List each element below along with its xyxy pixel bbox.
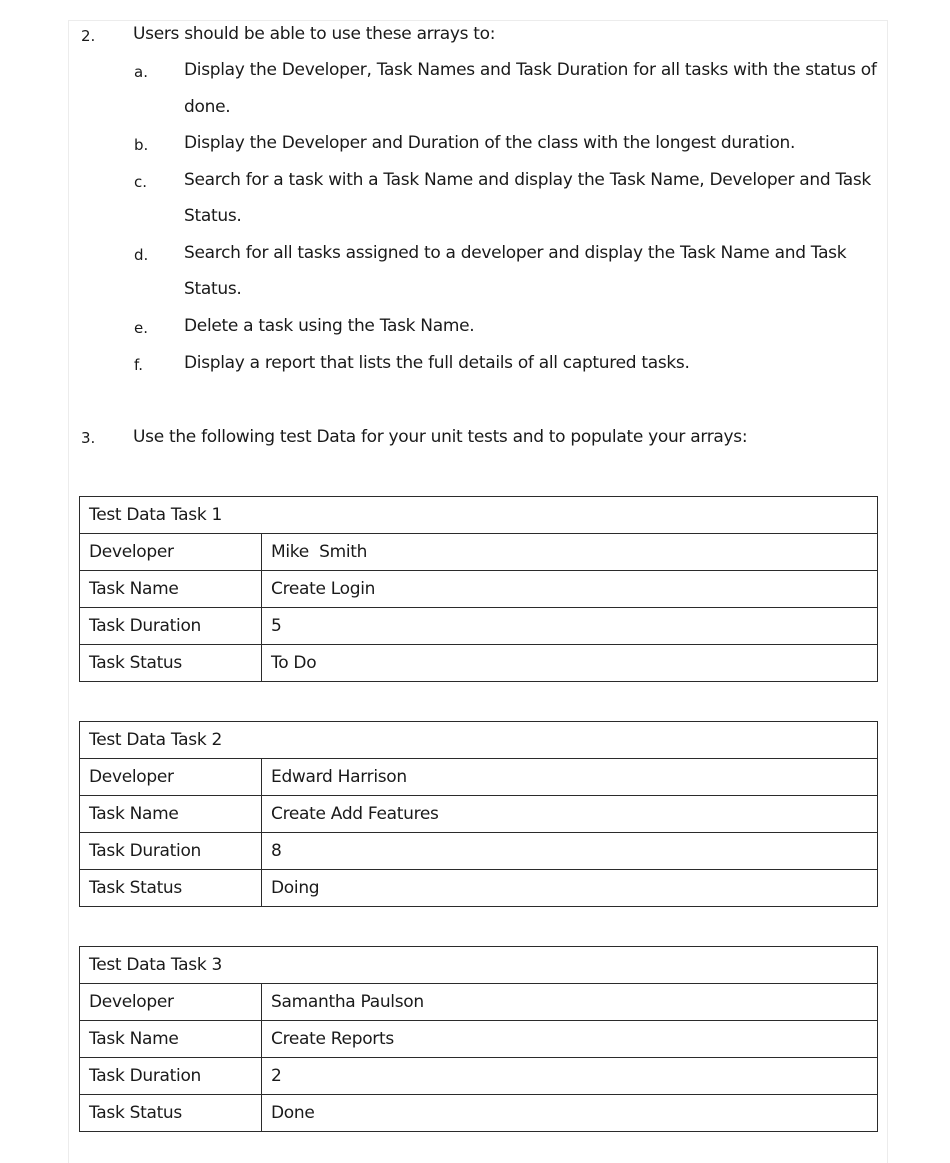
section-3-intro: Use the following test Data for your unit tests and to populate your arrays:: [133, 427, 748, 447]
list-letter-b: b.: [134, 136, 149, 154]
row-value: Done: [262, 1095, 878, 1132]
list-item-e-line-1: Delete a task using the Task Name.: [184, 316, 475, 336]
row-label: Task Name: [80, 796, 262, 833]
row-value: 5: [262, 608, 878, 645]
table-row: [80, 759, 878, 796]
list-item-d-line-2: Status.: [184, 279, 242, 299]
row-label: Task Status: [80, 645, 262, 682]
section-2-number: 2.: [81, 27, 96, 45]
list-item-f-line-1: Display a report that lists the full details of all captured tasks.: [184, 353, 690, 373]
list-letter-c: c.: [134, 173, 148, 191]
table-row: [80, 1021, 878, 1058]
row-label: Developer: [80, 759, 262, 796]
row-value: Mike Smith: [262, 534, 878, 571]
list-letter-e: e.: [134, 319, 148, 337]
list-item-d-line-1: Search for all tasks assigned to a developer and display the Task Name and Task: [184, 243, 847, 263]
table-title: Test Data Task 1: [80, 497, 878, 534]
table-row: [80, 571, 878, 608]
row-value: 8: [262, 833, 878, 870]
section-2-intro: Users should be able to use these arrays to:: [133, 24, 496, 44]
list-letter-f: f.: [134, 356, 143, 374]
table-title: Test Data Task 3: [80, 947, 878, 984]
list-letter-a: a.: [134, 63, 148, 81]
list-item-c-line-2: Status.: [184, 206, 242, 226]
row-value: To Do: [262, 645, 878, 682]
list-item-b-line-1: Display the Developer and Duration of the class with the longest duration.: [184, 133, 796, 153]
table-row: [80, 833, 878, 870]
row-label: Developer: [80, 534, 262, 571]
list-letter-d: d.: [134, 246, 149, 264]
list-item-c-line-1: Search for a task with a Task Name and display the Task Name, Developer and Task: [184, 170, 871, 190]
row-value: 2: [262, 1058, 878, 1095]
row-value: Create Add Features: [262, 796, 878, 833]
table-row: [80, 796, 878, 833]
row-value: Doing: [262, 870, 878, 907]
row-value: Create Login: [262, 571, 878, 608]
table-row: [80, 984, 878, 1021]
row-value: Edward Harrison: [262, 759, 878, 796]
row-label: Task Name: [80, 571, 262, 608]
table-row: [80, 1095, 878, 1132]
test-data-table-2: [79, 721, 878, 907]
row-value: Samantha Paulson: [262, 984, 878, 1021]
table-row: [80, 870, 878, 907]
row-label: Task Duration: [80, 608, 262, 645]
table-row: [80, 608, 878, 645]
test-data-table-1: [79, 496, 878, 682]
table-row: [80, 1058, 878, 1095]
table-row: [80, 645, 878, 682]
test-data-table-3: [79, 946, 878, 1132]
row-label: Developer: [80, 984, 262, 1021]
row-label: Task Name: [80, 1021, 262, 1058]
section-3-number: 3.: [81, 429, 96, 447]
list-item-a-line-2: done.: [184, 97, 231, 117]
row-label: Task Duration: [80, 833, 262, 870]
table-row: [80, 534, 878, 571]
row-value: Create Reports: [262, 1021, 878, 1058]
row-label: Task Duration: [80, 1058, 262, 1095]
row-label: Task Status: [80, 1095, 262, 1132]
row-label: Task Status: [80, 870, 262, 907]
list-item-a-line-1: Display the Developer, Task Names and Task Duration for all tasks with the status of: [184, 60, 877, 80]
table-title: Test Data Task 2: [80, 722, 878, 759]
